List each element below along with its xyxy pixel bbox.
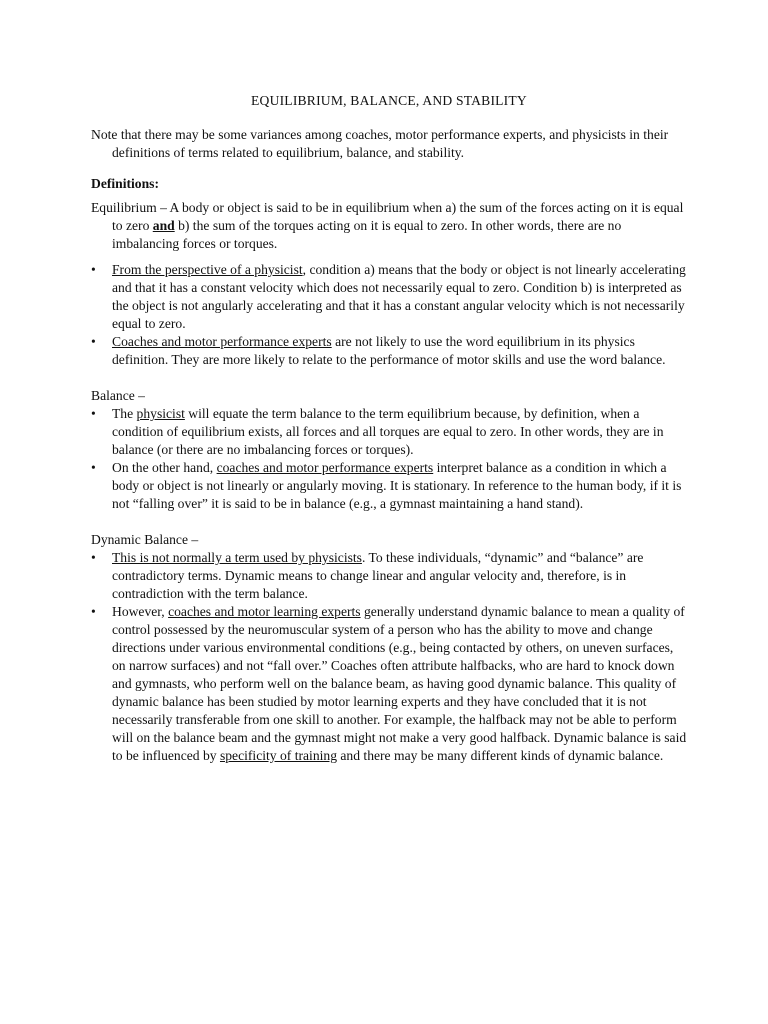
equilibrium-bullet-list: [91, 261, 687, 369]
balance-bullet-list: [91, 405, 687, 513]
bullet-text-2: and there may be many different kinds of dynamic balance.: [337, 748, 664, 763]
underlined-phrase: coaches and motor learning experts: [168, 604, 361, 619]
list-item: [91, 333, 687, 369]
document-title: EQUILIBRIUM, BALANCE, AND STABILITY: [251, 93, 527, 108]
bullet-marker: •: [91, 604, 96, 619]
section-spacer: [91, 369, 687, 387]
list-item: [91, 603, 687, 765]
underlined-phrase: Coaches and motor performance experts: [112, 334, 332, 349]
document-body: [91, 92, 687, 765]
bullet-lead-text: However,: [112, 604, 169, 619]
bullet-text: generally understand dynamic balance to mean a quality of control possessed by the neuromuscular system of a person who has the ability to move and change directions under various environmental conditions (e.g., being contacted by others, on uneven surfaces, on narrow surfaces) and not “fall over.” Coaches often attribute halfbacks, who are hard to knock down and gymnasts, who perform well on the balance beam, as having good dynamic balance. This quality of dynamic balance has been studied by motor learning experts and they have concluded that it is not necessarily transferable from one skill to another. For example, the halfback may not be able to perform will on the balance beam and the gymnast might not make a very good halfback. Dynamic balance is said to be influenced by: [112, 604, 687, 763]
list-item: [91, 261, 687, 333]
bullet-marker: •: [91, 334, 96, 349]
equilibrium-emphasis: and: [152, 218, 175, 233]
equilibrium-definition: [91, 199, 687, 253]
bullet-text: interpret balance as a condition in which a body or object is not linearly or angularly moving. It is stationary. In reference to the human body, if it is not “falling over” it is said to be in balance (e.g., a gymnast maintaining a hand stand).: [112, 460, 682, 511]
section-spacer: [91, 513, 687, 531]
bullet-text: , condition a) means that the body or object is not linearly accelerating and that it has a constant velocity which does not necessarily equal to zero. Condition b) is interpreted as the object is not angularly accelerating and that it has a constant angular velocity which is not necessarily equal to zero.: [112, 262, 686, 331]
bullet-text: will equate the term balance to the term equilibrium because, by definition, when a condition of equilibrium exists, all forces and all torques are equal to zero. In other words, they are in balance (or there are no imbalancing forces or torques).: [112, 406, 664, 457]
list-item: [91, 405, 687, 459]
list-item: [91, 549, 687, 603]
underlined-phrase-2: specificity of training: [219, 748, 337, 763]
definitions-heading: Definitions:: [91, 176, 159, 191]
list-item: [91, 459, 687, 513]
equilibrium-text-2: b) the sum of the torques acting on it is equal to zero. In other words, there are no imbalancing forces or torques.: [112, 218, 622, 251]
bullet-text: . To these individuals, “dynamic” and “balance” are contradictory terms. Dynamic means to change linear and angular velocity and, therefore, is in contradiction with the term balance.: [112, 550, 644, 601]
underlined-phrase: This is not normally a term used by physicists: [112, 550, 362, 565]
dynamic-balance-heading: Dynamic Balance –: [91, 532, 199, 547]
bullet-lead-text: The: [112, 406, 137, 421]
underlined-phrase: physicist: [136, 406, 185, 421]
bullet-lead-text: On the other hand,: [112, 460, 217, 475]
balance-heading: Balance –: [91, 388, 145, 403]
equilibrium-text-1: Equilibrium – A body or object is said to be in equilibrium when a) the sum of the forces acting on it is equal to zero: [91, 200, 684, 233]
dynamic-balance-bullet-list: [91, 549, 687, 765]
bullet-marker: •: [91, 550, 96, 565]
bullet-text: are not likely to use the word equilibrium in its physics definition. They are more likely to relate to the performance of motor skills and use the word balance.: [112, 334, 666, 367]
underlined-phrase: coaches and motor performance experts: [216, 460, 434, 475]
underlined-phrase: From the perspective of a physicist: [112, 262, 303, 277]
intro-paragraph: Note that there may be some variances among coaches, motor performance experts, and physicists in their definitions of terms related to equilibrium, balance, and stability.: [91, 127, 669, 160]
bullet-marker: •: [91, 262, 96, 277]
bullet-marker: •: [91, 406, 96, 421]
bullet-marker: •: [91, 460, 96, 475]
